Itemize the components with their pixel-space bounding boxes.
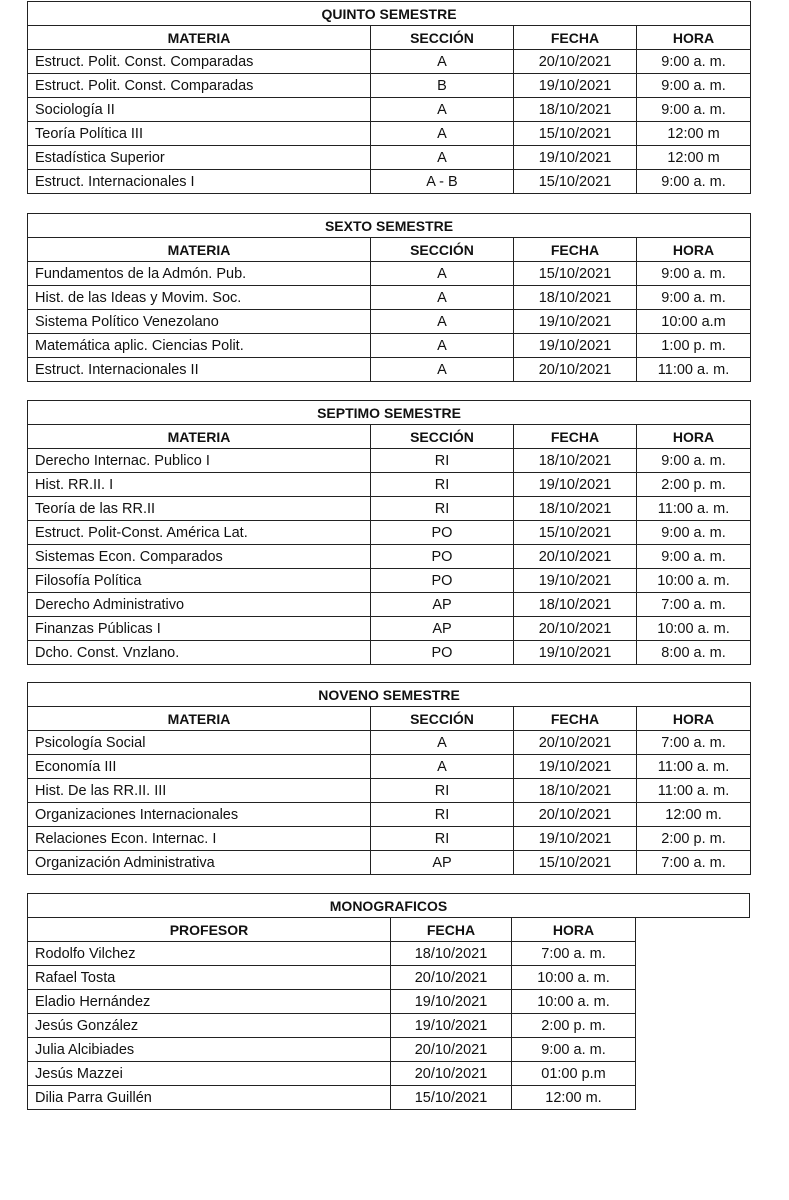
materia-cell: Finanzas Públicas I: [28, 617, 371, 641]
hora-header: HORA: [637, 707, 751, 731]
fecha-header: FECHA: [391, 918, 512, 942]
seccion-cell: A: [371, 310, 514, 334]
hora-cell: 11:00 a. m.: [637, 497, 751, 521]
table-row: [28, 779, 751, 803]
header-row: [28, 26, 751, 50]
fecha-cell: 18/10/2021: [514, 593, 637, 617]
fecha-cell: 15/10/2021: [514, 262, 637, 286]
table-row: [28, 803, 751, 827]
fecha-cell: 18/10/2021: [514, 286, 637, 310]
table-row: [28, 545, 751, 569]
hora-cell: 10:00 a. m.: [512, 966, 636, 990]
fecha-cell: 15/10/2021: [514, 122, 637, 146]
table-row: [28, 50, 751, 74]
header-row: [28, 918, 636, 942]
fecha-cell: 19/10/2021: [514, 334, 637, 358]
fecha-header: FECHA: [514, 26, 637, 50]
hora-cell: 2:00 p. m.: [637, 827, 751, 851]
table-row: [28, 731, 751, 755]
table-row: [28, 593, 751, 617]
table-row: [28, 122, 751, 146]
fecha-cell: 15/10/2021: [514, 851, 637, 875]
fecha-cell: 19/10/2021: [514, 473, 637, 497]
materia-cell: Dcho. Const. Vnzlano.: [28, 641, 371, 665]
seccion-cell: PO: [371, 569, 514, 593]
hora-cell: 11:00 a. m.: [637, 358, 751, 382]
profesor-cell: Jesús González: [28, 1014, 391, 1038]
materia-header: MATERIA: [28, 238, 371, 262]
hora-cell: 9:00 a. m.: [637, 286, 751, 310]
seccion-cell: RI: [371, 779, 514, 803]
table-row: [28, 262, 751, 286]
header-row: [28, 707, 751, 731]
materia-cell: Fundamentos de la Admón. Pub.: [28, 262, 371, 286]
table-title: QUINTO SEMESTRE: [28, 2, 751, 26]
table-row: [28, 851, 751, 875]
profesor-header: PROFESOR: [28, 918, 391, 942]
seccion-cell: A: [371, 755, 514, 779]
hora-cell: 7:00 a. m.: [637, 593, 751, 617]
table-row: [28, 497, 751, 521]
materia-cell: Derecho Internac. Publico I: [28, 449, 371, 473]
fecha-cell: 18/10/2021: [514, 449, 637, 473]
table-row: [28, 286, 751, 310]
noveno-semestre-table: [27, 682, 751, 875]
seccion-header: SECCIÓN: [371, 238, 514, 262]
table-row: [28, 755, 751, 779]
hora-cell: 12:00 m: [637, 146, 751, 170]
materia-cell: Psicología Social: [28, 731, 371, 755]
materia-cell: Teoría de las RR.II: [28, 497, 371, 521]
materia-cell: Estruct. Polit-Const. América Lat.: [28, 521, 371, 545]
table-row: [28, 1062, 636, 1086]
table-row: [28, 942, 636, 966]
table-row: [28, 990, 636, 1014]
table-row: [28, 966, 636, 990]
monograficos-table: [27, 917, 636, 1110]
table-row: [28, 310, 751, 334]
septimo-semestre-table: [27, 400, 751, 665]
header-row: [28, 238, 751, 262]
table-row: [28, 641, 751, 665]
hora-cell: 9:00 a. m.: [637, 98, 751, 122]
fecha-cell: 18/10/2021: [514, 98, 637, 122]
profesor-cell: Dilia Parra Guillén: [28, 1086, 391, 1110]
seccion-cell: AP: [371, 851, 514, 875]
materia-cell: Estruct. Internacionales I: [28, 170, 371, 194]
materia-cell: Filosofía Política: [28, 569, 371, 593]
materia-cell: Teoría Política III: [28, 122, 371, 146]
fecha-cell: 18/10/2021: [391, 942, 512, 966]
materia-cell: Sistema Político Venezolano: [28, 310, 371, 334]
seccion-cell: RI: [371, 827, 514, 851]
fecha-header: FECHA: [514, 425, 637, 449]
table-row: [28, 473, 751, 497]
materia-cell: Hist. De las RR.II. III: [28, 779, 371, 803]
table-row: [28, 1086, 636, 1110]
seccion-cell: PO: [371, 521, 514, 545]
seccion-cell: A: [371, 731, 514, 755]
materia-cell: Matemática aplic. Ciencias Polit.: [28, 334, 371, 358]
table-row: [28, 334, 751, 358]
table-row: [28, 98, 751, 122]
hora-cell: 9:00 a. m.: [637, 262, 751, 286]
header-row: [28, 425, 751, 449]
fecha-cell: 19/10/2021: [514, 310, 637, 334]
profesor-cell: Rafael Tosta: [28, 966, 391, 990]
seccion-cell: B: [371, 74, 514, 98]
materia-header: MATERIA: [28, 425, 371, 449]
fecha-cell: 20/10/2021: [514, 731, 637, 755]
table-title: MONOGRAFICOS: [28, 894, 750, 918]
table-title: SEXTO SEMESTRE: [28, 214, 751, 238]
fecha-cell: 20/10/2021: [514, 50, 637, 74]
seccion-header: SECCIÓN: [371, 707, 514, 731]
fecha-cell: 18/10/2021: [514, 779, 637, 803]
hora-cell: 9:00 a. m.: [637, 170, 751, 194]
hora-cell: 9:00 a. m.: [637, 50, 751, 74]
seccion-cell: A: [371, 122, 514, 146]
seccion-cell: RI: [371, 473, 514, 497]
materia-cell: Estruct. Polit. Const. Comparadas: [28, 74, 371, 98]
profesor-cell: Jesús Mazzei: [28, 1062, 391, 1086]
fecha-cell: 15/10/2021: [391, 1086, 512, 1110]
materia-cell: Estruct. Internacionales II: [28, 358, 371, 382]
seccion-cell: PO: [371, 545, 514, 569]
fecha-cell: 19/10/2021: [391, 990, 512, 1014]
fecha-header: FECHA: [514, 238, 637, 262]
fecha-cell: 19/10/2021: [514, 74, 637, 98]
table-row: [28, 827, 751, 851]
table-title: SEPTIMO SEMESTRE: [28, 401, 751, 425]
seccion-header: SECCIÓN: [371, 26, 514, 50]
profesor-cell: Eladio Hernández: [28, 990, 391, 1014]
quinto-semestre-table: [27, 1, 751, 194]
hora-cell: 9:00 a. m.: [637, 545, 751, 569]
materia-cell: Hist. de las Ideas y Movim. Soc.: [28, 286, 371, 310]
hora-cell: 1:00 p. m.: [637, 334, 751, 358]
materia-cell: Organizaciones Internacionales: [28, 803, 371, 827]
fecha-cell: 19/10/2021: [514, 569, 637, 593]
materia-cell: Derecho Administrativo: [28, 593, 371, 617]
materia-cell: Sistemas Econ. Comparados: [28, 545, 371, 569]
hora-cell: 9:00 a. m.: [637, 74, 751, 98]
sexto-semestre-table: [27, 213, 751, 382]
hora-cell: 9:00 a. m.: [637, 449, 751, 473]
seccion-cell: AP: [371, 593, 514, 617]
seccion-cell: A: [371, 146, 514, 170]
fecha-cell: 19/10/2021: [514, 641, 637, 665]
seccion-cell: A: [371, 262, 514, 286]
fecha-cell: 20/10/2021: [391, 1062, 512, 1086]
hora-header: HORA: [637, 425, 751, 449]
table-row: [28, 1014, 636, 1038]
fecha-cell: 20/10/2021: [391, 1038, 512, 1062]
table-row: [28, 449, 751, 473]
materia-cell: Organización Administrativa: [28, 851, 371, 875]
materia-header: MATERIA: [28, 707, 371, 731]
hora-cell: 01:00 p.m: [512, 1062, 636, 1086]
table-row: [28, 358, 751, 382]
fecha-cell: 15/10/2021: [514, 521, 637, 545]
materia-cell: Hist. RR.II. I: [28, 473, 371, 497]
fecha-cell: 19/10/2021: [514, 755, 637, 779]
hora-cell: 7:00 a. m.: [512, 942, 636, 966]
table-row: [28, 170, 751, 194]
profesor-cell: Julia Alcibiades: [28, 1038, 391, 1062]
seccion-cell: RI: [371, 497, 514, 521]
profesor-cell: Rodolfo Vilchez: [28, 942, 391, 966]
seccion-cell: A: [371, 358, 514, 382]
hora-header: HORA: [637, 26, 751, 50]
table-title: NOVENO SEMESTRE: [28, 683, 751, 707]
fecha-cell: 18/10/2021: [514, 497, 637, 521]
seccion-cell: AP: [371, 617, 514, 641]
hora-cell: 11:00 a. m.: [637, 779, 751, 803]
hora-cell: 11:00 a. m.: [637, 755, 751, 779]
hora-header: HORA: [637, 238, 751, 262]
seccion-cell: A: [371, 286, 514, 310]
hora-cell: 7:00 a. m.: [637, 731, 751, 755]
table-row: [28, 617, 751, 641]
hora-cell: 10:00 a.m: [637, 310, 751, 334]
hora-cell: 9:00 a. m.: [637, 521, 751, 545]
hora-cell: 10:00 a. m.: [637, 569, 751, 593]
fecha-cell: 15/10/2021: [514, 170, 637, 194]
seccion-cell: A - B: [371, 170, 514, 194]
materia-header: MATERIA: [28, 26, 371, 50]
hora-cell: 9:00 a. m.: [512, 1038, 636, 1062]
materia-cell: Estadística Superior: [28, 146, 371, 170]
table-row: [28, 146, 751, 170]
fecha-cell: 20/10/2021: [514, 803, 637, 827]
table-row: [28, 569, 751, 593]
materia-cell: Economía III: [28, 755, 371, 779]
hora-cell: 8:00 a. m.: [637, 641, 751, 665]
fecha-cell: 20/10/2021: [514, 545, 637, 569]
hora-cell: 12:00 m.: [512, 1086, 636, 1110]
hora-cell: 2:00 p. m.: [512, 1014, 636, 1038]
fecha-cell: 19/10/2021: [391, 1014, 512, 1038]
hora-cell: 10:00 a. m.: [512, 990, 636, 1014]
fecha-cell: 19/10/2021: [514, 146, 637, 170]
materia-cell: Relaciones Econ. Internac. I: [28, 827, 371, 851]
hora-header: HORA: [512, 918, 636, 942]
seccion-cell: A: [371, 50, 514, 74]
hora-cell: 12:00 m.: [637, 803, 751, 827]
table-row: [28, 74, 751, 98]
hora-cell: 12:00 m: [637, 122, 751, 146]
seccion-cell: A: [371, 98, 514, 122]
seccion-cell: RI: [371, 449, 514, 473]
seccion-cell: A: [371, 334, 514, 358]
materia-cell: Estruct. Polit. Const. Comparadas: [28, 50, 371, 74]
table-row: [28, 1038, 636, 1062]
fecha-cell: 19/10/2021: [514, 827, 637, 851]
seccion-header: SECCIÓN: [371, 425, 514, 449]
hora-cell: 7:00 a. m.: [637, 851, 751, 875]
fecha-header: FECHA: [514, 707, 637, 731]
hora-cell: 2:00 p. m.: [637, 473, 751, 497]
seccion-cell: RI: [371, 803, 514, 827]
monograficos-title-table: [27, 893, 750, 918]
materia-cell: Sociología II: [28, 98, 371, 122]
seccion-cell: PO: [371, 641, 514, 665]
fecha-cell: 20/10/2021: [391, 966, 512, 990]
fecha-cell: 20/10/2021: [514, 617, 637, 641]
table-row: [28, 521, 751, 545]
hora-cell: 10:00 a. m.: [637, 617, 751, 641]
fecha-cell: 20/10/2021: [514, 358, 637, 382]
